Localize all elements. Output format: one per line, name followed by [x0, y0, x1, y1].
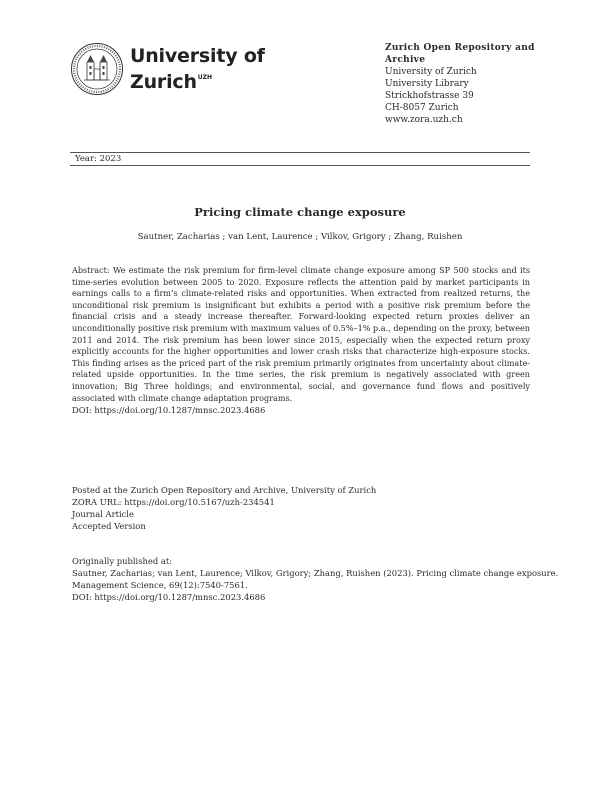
article-abstract: Abstract: We estimate the risk premium for firm-level climate change exposure among SP 500 stocks and its time-series evolution between 2005 to 2020. Exposure reflects the attention paid by market participants in earnings calls to a firm’s climate-related risks and opportunities. When extracted from realized returns, the unconditional risk premium is insignificant but exhibits a period with a positive risk premium before the financial crisis and a steady increase thereafter. Forward-looking expected return proxies deliver an unconditionally positive risk premium with maximum values of 0.5%–1% p.a., depending on the proxy, between 2011 and 2014. The risk premium has been lower since 2015, especially when the expected return proxy explicitly accounts for the higher opportunities and lower crash risks that characterize high-exposure stocks. This finding arises as the priced part of the risk premium primarily originates from uncertainty about climate-related upside opportunities. In the time series, the risk premium is negatively associated with green innovation; Big Three holdings; and environmental, social, and governance fund flows and positively associated with climate change adaptation programs.: [72, 265, 530, 403]
posted-info: [72, 484, 376, 532]
article-authors: Sautner, Zacharias ; van Lent, Laurence ; Vilkov, Grigory ; Zhang, Ruishen: [137, 232, 463, 242]
repository-url[interactable]: www.zora.uzh.ch: [385, 115, 463, 125]
orig-citation: Sautner, Zacharias; van Lent, Laurence; Vilkov, Grigory; Zhang, Ruishen (2023). Pricing climate change exposure.: [72, 568, 559, 578]
posted-line: Posted at the Zurich Open Repository and Archive, University of Zurich: [72, 485, 377, 495]
orig-journal: Management Science, 69(12):7540-7561.: [72, 580, 248, 590]
address-line: University of Zurich: [385, 67, 477, 77]
repository-title: Zurich Open Repository and Archive: [385, 43, 535, 65]
posted-line: Journal Article: [72, 509, 134, 519]
zurich-grossmunster-seal-icon: [70, 42, 124, 96]
wordmark-line2: [130, 67, 265, 93]
wordmark-zurich: Zurich: [130, 71, 197, 93]
originally-published: [72, 555, 558, 603]
wordmark-line1: University of: [130, 45, 265, 67]
divider-bottom: [70, 165, 530, 166]
address-line: University Library: [385, 79, 469, 89]
address-line: CH-8057 Zurich: [385, 103, 459, 113]
university-wordmark: [130, 45, 265, 93]
university-logo: [70, 42, 265, 96]
posted-line: Accepted Version: [72, 521, 146, 531]
wordmark-uzh: UZH: [197, 74, 213, 81]
year-label: Year: 2023: [75, 154, 122, 164]
orig-heading: Originally published at:: [72, 556, 173, 566]
orig-doi[interactable]: DOI: https://doi.org/10.1287/mnsc.2023.4686: [72, 592, 266, 602]
article-title: Pricing climate change exposure: [194, 205, 406, 219]
article-doi[interactable]: DOI: https://doi.org/10.1287/mnsc.2023.4686: [72, 405, 266, 415]
divider-top: [70, 152, 530, 153]
zora-url[interactable]: ZORA URL: https://doi.org/10.5167/uzh-234541: [72, 497, 275, 507]
address-line: Strickhofstrasse 39: [385, 91, 474, 101]
repository-address: [385, 42, 545, 126]
